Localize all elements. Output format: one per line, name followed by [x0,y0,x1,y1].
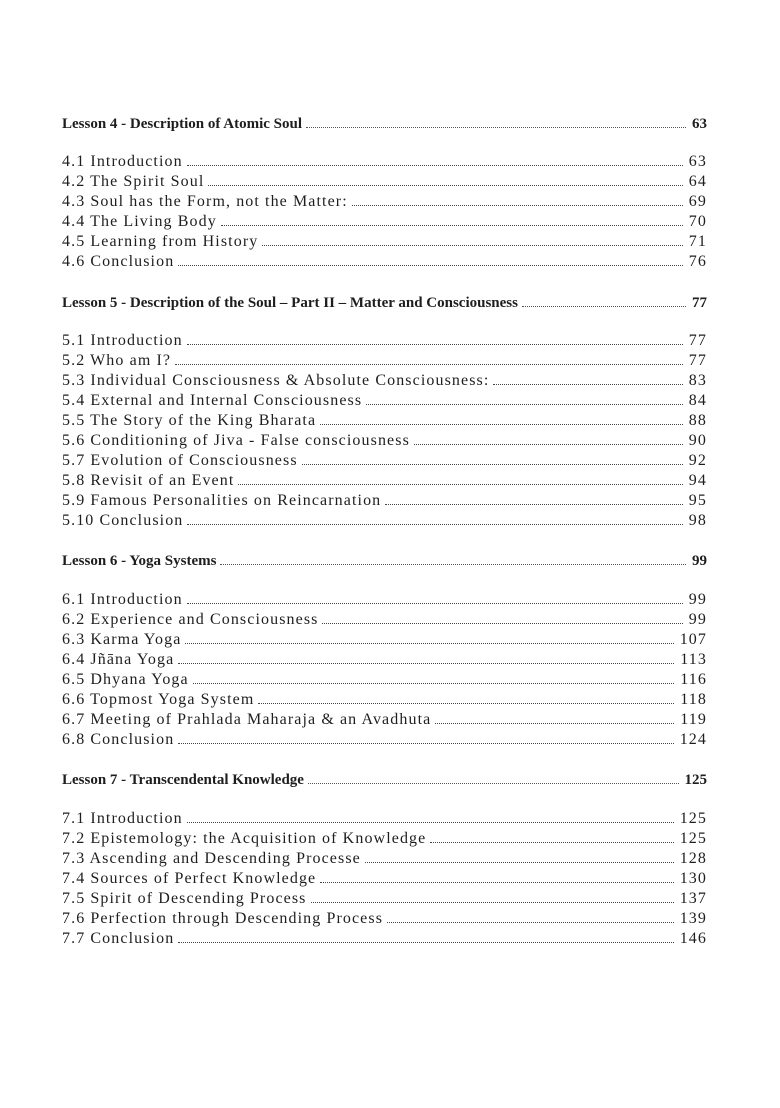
entry-title: 4.4 The Living Body [62,213,217,230]
page-number: 139 [679,910,707,927]
toc-entry [62,231,707,251]
leader-dots [175,350,683,365]
page-number: 69 [688,193,707,210]
page-number: 125 [679,830,707,847]
leader-dots [522,292,686,307]
entry-title: 6.2 Experience and Consciousness [62,611,319,628]
toc-entry [62,629,707,649]
page-number: 124 [679,731,707,748]
entry-title: 7.4 Sources of Perfect Knowledge [62,870,317,887]
page-number: 77 [688,352,707,369]
toc-entry [62,828,707,848]
page-number: 125 [684,772,707,788]
lesson-title: Lesson 5 - Description of the Soul – Part II – Matter and Consciousness [62,295,518,311]
leader-dots [185,629,673,644]
leader-dots [187,151,683,166]
page-number: 71 [688,233,707,250]
page-number: 70 [688,213,707,230]
entry-title: 7.6 Perfection through Descending Process [62,910,384,927]
leader-dots [178,649,674,664]
page-number: 77 [688,332,707,349]
page-number: 84 [688,392,707,409]
page-number: 119 [680,711,707,728]
lesson-title: Lesson 7 - Transcendental Knowledge [62,772,304,788]
toc-entry [62,330,707,350]
toc-entry [62,390,707,410]
leader-dots [387,908,674,923]
leader-dots [320,868,673,883]
leader-dots [238,470,682,485]
toc-entry [62,669,707,689]
leader-dots [187,808,674,823]
leader-dots [187,510,682,525]
lesson-heading [62,769,707,789]
page-number: 76 [688,253,707,270]
toc-entry [62,251,707,271]
toc-entry [62,350,707,370]
leader-dots [178,928,673,943]
page-number: 77 [692,295,707,311]
leader-dots [221,211,683,226]
leader-dots [258,689,674,704]
leader-dots [178,251,683,266]
leader-dots [493,370,682,385]
page-number: 113 [680,651,707,668]
entry-title: 7.1 Introduction [62,810,183,827]
page-number: 116 [680,671,707,688]
toc-entry [62,430,707,450]
toc-entry [62,510,707,530]
page-number: 90 [688,432,707,449]
toc-entry [62,589,707,609]
page-number: 63 [688,153,707,170]
toc-entry [62,649,707,669]
toc-entry [62,490,707,510]
toc-entry [62,370,707,390]
page-number: 88 [688,412,707,429]
entry-title: 6.8 Conclusion [62,731,175,748]
entry-title: 5.9 Famous Personalities on Reincarnation [62,492,382,509]
leader-dots [208,171,682,186]
page-number: 99 [688,591,707,608]
entry-title: 6.7 Meeting of Prahlada Maharaja & an Avadhuta [62,711,432,728]
lesson-heading [62,113,707,133]
entry-title: 4.1 Introduction [62,153,183,170]
entry-title: 5.5 The Story of the King Bharata [62,412,317,429]
leader-dots [262,231,682,246]
toc-entry [62,928,707,948]
entry-title: 4.5 Learning from History [62,233,259,250]
page-number: 92 [688,452,707,469]
page-number: 118 [680,691,707,708]
entry-title: 5.6 Conditioning of Jiva - False consciousness [62,432,410,449]
leader-dots [430,828,673,843]
page-number: 95 [688,492,707,509]
leader-dots [320,410,683,425]
toc-entry [62,191,707,211]
toc-entry [62,709,707,729]
toc-entry [62,450,707,470]
entry-title: 5.3 Individual Consciousness & Absolute Consciousness: [62,372,490,389]
leader-dots [311,888,674,903]
entry-title: 5.8 Revisit of an Event [62,472,235,489]
toc-entry [62,470,707,490]
toc-entry [62,211,707,231]
toc-entry [62,410,707,430]
entry-title: 7.3 Ascending and Descending Processe [62,850,361,867]
toc-entry [62,609,707,629]
entry-title: 4.3 Soul has the Form, not the Matter: [62,193,348,210]
leader-dots [187,330,683,345]
page-number: 125 [679,810,707,827]
toc-entry [62,888,707,908]
entry-title: 5.2 Who am I? [62,352,172,369]
page-number: 99 [688,611,707,628]
leader-dots [365,848,674,863]
entry-title: 6.6 Topmost Yoga System [62,691,255,708]
lesson-heading [62,292,707,312]
page-number: 94 [688,472,707,489]
leader-dots [302,450,683,465]
page-number: 146 [679,930,707,947]
leader-dots [414,430,683,445]
leader-dots [306,113,686,128]
page-number: 64 [688,173,707,190]
entry-title: 5.4 External and Internal Consciousness [62,392,363,409]
toc-entry [62,868,707,888]
toc-entry [62,729,707,749]
toc-entry [62,151,707,171]
page-number: 130 [679,870,707,887]
entry-title: 4.2 The Spirit Soul [62,173,205,190]
page-number: 137 [679,890,707,907]
toc-entry [62,908,707,928]
leader-dots [308,769,679,784]
page-number: 98 [688,512,707,529]
entry-title: 5.1 Introduction [62,332,183,349]
leader-dots [187,589,683,604]
lesson-title: Lesson 6 - Yoga Systems [62,553,217,569]
page-number: 128 [679,850,707,867]
entry-title: 6.4 Jñāna Yoga [62,651,175,668]
leader-dots [366,390,683,405]
entry-title: 6.1 Introduction [62,591,183,608]
entry-title: 7.5 Spirit of Descending Process [62,890,307,907]
entry-title: 7.2 Epistemology: the Acquisition of Knowledge [62,830,427,847]
entry-title: 5.10 Conclusion [62,512,184,529]
leader-dots [352,191,683,206]
toc-entry [62,171,707,191]
leader-dots [220,550,686,565]
toc-entry [62,689,707,709]
toc-entry [62,808,707,828]
toc-entry [62,848,707,868]
entry-title: 4.6 Conclusion [62,253,175,270]
leader-dots [193,669,675,684]
page-number: 83 [688,372,707,389]
page-number: 63 [692,116,707,132]
lesson-title: Lesson 4 - Description of Atomic Soul [62,116,302,132]
leader-dots [322,609,682,624]
page-number: 107 [679,631,707,648]
entry-title: 6.5 Dhyana Yoga [62,671,189,688]
entry-title: 6.3 Karma Yoga [62,631,182,648]
leader-dots [385,490,683,505]
leader-dots [178,729,673,744]
page-number: 99 [692,553,707,569]
lesson-heading [62,550,707,570]
entry-title: 5.7 Evolution of Consciousness [62,452,298,469]
leader-dots [435,709,674,724]
entry-title: 7.7 Conclusion [62,930,175,947]
